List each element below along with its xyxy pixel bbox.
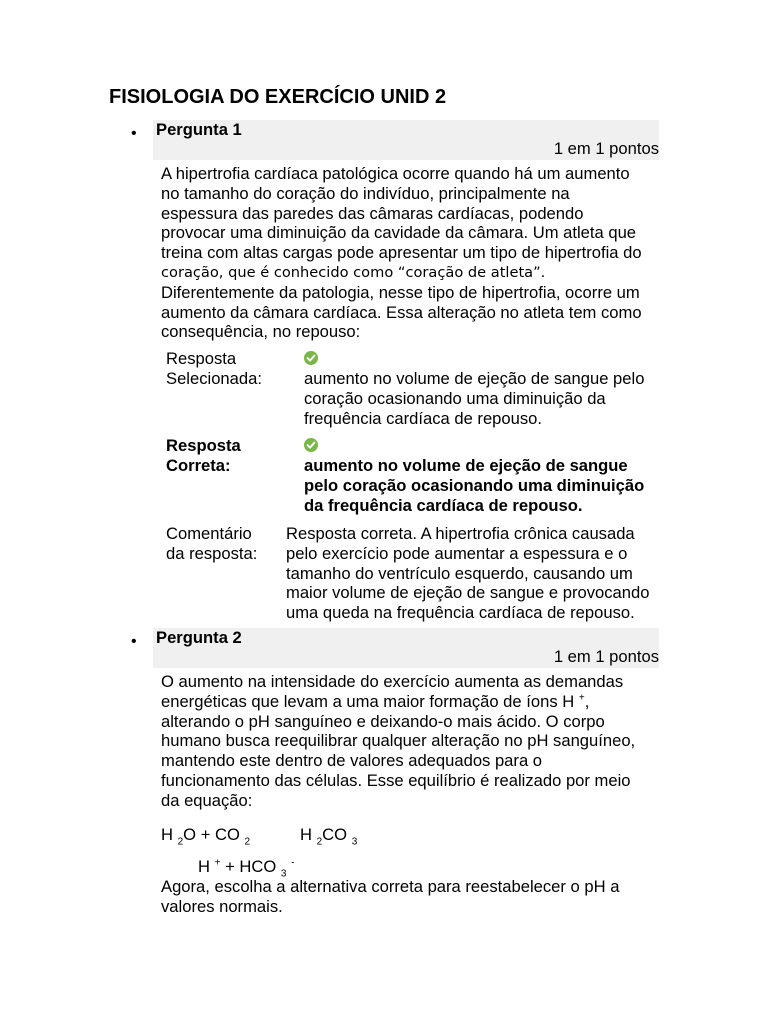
answer-line: aumento no volume de ejeção de sangue	[304, 456, 628, 475]
equation-reactants	[161, 825, 251, 848]
bullet-icon: •	[131, 125, 137, 142]
statement-line: no tamanho do coração do indivíduo, principalmente na	[161, 183, 570, 203]
statement-line: aumento da câmara cardíaca. Essa alteração no atleta tem como	[161, 302, 642, 322]
correct-answer-text	[304, 456, 694, 515]
comment-label	[166, 524, 296, 564]
check-circle-icon	[304, 351, 318, 365]
answer-line: frequência cardíaca de repouso.	[304, 408, 543, 428]
eq-subscript: 2	[244, 836, 251, 848]
ion-charge: +	[578, 692, 585, 704]
question-1-statement	[161, 164, 701, 342]
answer-line: coração ocasionando uma diminuição da	[304, 388, 606, 408]
statement-line: O aumento na intensidade do exercício aumenta as demandas	[161, 672, 624, 691]
comment-line: tamanho do ventrículo esquerdo, causando um	[286, 563, 633, 583]
statement-line: Diferentemente da patologia, nesse tipo de hipertrofia, ocorre um	[161, 282, 640, 302]
label-line: Resposta	[166, 349, 237, 368]
question-2-statement	[161, 672, 701, 811]
eq-subscript: 3	[351, 836, 358, 848]
statement-line: coração, que é conhecido como “coração de atleta”.	[161, 263, 546, 281]
comment-line: maior volume de ejeção de sangue e provocando	[286, 583, 650, 603]
eq-subscript: 2	[316, 836, 323, 848]
equation-carbonic-acid	[300, 825, 358, 848]
question-2-title: Pergunta 2	[156, 628, 242, 647]
instruction-line: valores normais.	[161, 896, 283, 916]
eq-symbol: CO	[322, 825, 348, 844]
statement-line	[161, 692, 701, 712]
comment-line: Resposta correta. A hipertrofia crônica causada	[286, 524, 635, 543]
label-line: Correta:	[166, 455, 231, 475]
comment-line: uma queda na frequência cardíaca de repouso.	[286, 603, 635, 623]
eq-symbol: H	[198, 857, 210, 876]
bullet-icon: •	[131, 633, 137, 650]
label-line: Selecionada:	[166, 368, 262, 388]
eq-superscript: +	[214, 857, 221, 869]
answer-line: aumento no volume de ejeção de sangue pelo	[304, 369, 645, 388]
comment-text	[286, 524, 696, 623]
eq-subscript: 2	[177, 836, 184, 848]
eq-symbol: H	[161, 825, 173, 844]
selected-answer-label	[166, 349, 296, 389]
answer-line: da frequência cardíaca de repouso.	[304, 495, 583, 515]
selected-answer-text	[304, 369, 694, 428]
label-line: Comentário	[166, 524, 252, 543]
equation-products	[198, 857, 295, 880]
statement-line: provocar uma diminuição da cavidade da câmara. Um atleta que	[161, 223, 637, 243]
correct-answer-label	[166, 436, 296, 476]
statement-line: da equação:	[161, 790, 253, 810]
comment-line: pelo exercício pode aumentar a espessura e o	[286, 543, 628, 563]
eq-symbol: + HCO	[225, 857, 277, 876]
statement-line: alterando o pH sanguíneo e deixando-o mais ácido. O corpo	[161, 711, 605, 731]
question-1-points: 1 em 1 pontos	[553, 139, 659, 158]
statement-line: funcionamento das células. Esse equilíbrio é realizado por meio	[161, 770, 631, 790]
label-line: Resposta	[166, 436, 241, 455]
check-circle-icon	[304, 438, 318, 452]
eq-superscript: -	[291, 857, 295, 869]
instruction-line: Agora, escolha a alternativa correta para reestabelecer o pH a	[161, 877, 620, 896]
question-1-title: Pergunta 1	[156, 120, 242, 139]
question-2-instruction	[161, 877, 701, 917]
punctuation: ,	[584, 691, 590, 711]
statement-line: humano busca reequilibrar qualquer alteração no pH sanguíneo,	[161, 731, 636, 751]
question-2-points: 1 em 1 pontos	[553, 647, 659, 666]
eq-subscript: 3	[280, 868, 287, 880]
statement-line: A hipertrofia cardíaca patológica ocorre quando há um aumento	[161, 164, 630, 183]
statement-line: espessura das paredes das câmaras cardíacas, podendo	[161, 203, 584, 223]
statement-text: energéticas que levam a uma maior formação de íons H	[161, 691, 575, 711]
statement-line: treina com altas cargas pode apresentar um tipo de hipertrofia do	[161, 243, 642, 263]
answer-line: pelo coração ocasionando uma diminuição	[304, 475, 645, 495]
question-1-header	[153, 120, 659, 160]
statement-line: mantendo este dentro de valores adequados para o	[161, 751, 543, 771]
eq-symbol: H	[300, 825, 312, 844]
statement-line: consequência, no repouso:	[161, 322, 361, 342]
label-line: da resposta:	[166, 543, 258, 563]
eq-symbol: O + CO	[183, 825, 240, 844]
document-title: FISIOLOGIA DO EXERCÍCIO UNID 2	[109, 86, 447, 108]
question-2-header	[153, 628, 659, 668]
